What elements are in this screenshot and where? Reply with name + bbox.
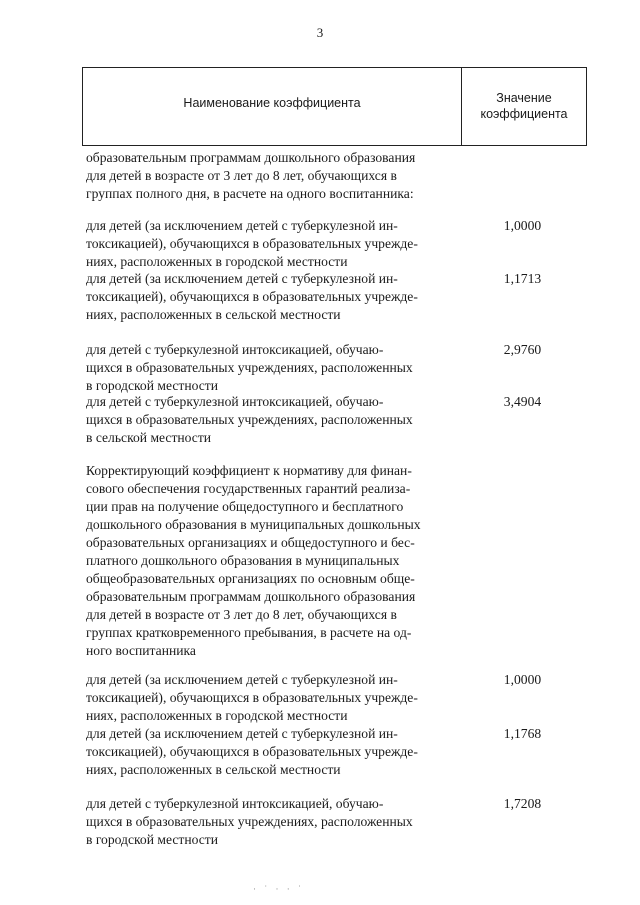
row-value-full-day-2: 1,1713 (503, 271, 542, 286)
row-text-full-day-1: для детей (за исключением детей с туберкулезной ин- токсикацией), обучающихся в образовательных учрежде- ниях, расположенных в городской местности (86, 218, 418, 269)
header-value-line-1: Значение (496, 91, 552, 105)
table-header (82, 67, 587, 146)
row-text-short-stay-2: для детей (за исключением детей с туберкулезной ин- токсикацией), обучающихся в образовательных учрежде- ниях, расположенных в сельской местности (86, 726, 418, 777)
row-value-full-day-4: 3,4904 (503, 394, 542, 409)
row-text-short-stay-1: для детей (за исключением детей с туберкулезной ин- токсикацией), обучающихся в образовательных учрежде- ниях, расположенных в городской местности (86, 672, 418, 723)
row-text-short-stay-3: для детей с туберкулезной интоксикацией, обучаю- щихся в образовательных учреждениях, расположенных в городской местности (86, 796, 413, 847)
page-number: 3 (316, 25, 324, 40)
row-text-full-day-4: для детей с туберкулезной интоксикацией, обучаю- щихся в образовательных учреждениях, расположенных в сельской местности (86, 394, 413, 445)
header-coefficient-value (462, 90, 586, 122)
row-value-full-day-3: 2,9760 (503, 342, 542, 357)
header-value-line-2: коэффициента (480, 107, 568, 121)
scan-artifact-marks: · ˙ · · ˙ (253, 884, 304, 894)
row-value-short-stay-1: 1,0000 (503, 672, 542, 687)
header-coefficient-name: Наименование коэффициента (183, 96, 361, 110)
correction-paragraph: Корректирующий коэффициент к нормативу для финан- сового обеспечения государственных гарантий реализа- ции прав на получение общедоступного и бесплатного дошкольного образования в муниципальных дошкольных образовательных организациях и общедоступного и бес- платного дошкольного образования в муниципальных общеобразовательных организациях по основным обще- образовательным программам дошкольного образования для детей в возрасте от 3 лет до 8 лет, обучающихся в группах кратковременного пребывания, в расчете на од- ного воспитанника (86, 463, 421, 658)
row-text-full-day-2: для детей (за исключением детей с туберкулезной ин- токсикацией), обучающихся в образовательных учрежде- ниях, расположенных в сельской местности (86, 271, 418, 322)
row-value-short-stay-3: 1,7208 (503, 796, 542, 811)
row-text-full-day-3: для детей с туберкулезной интоксикацией, обучаю- щихся в образовательных учреждениях, расположенных в городской местности (86, 342, 413, 393)
row-value-full-day-1: 1,0000 (503, 218, 542, 233)
row-value-short-stay-2: 1,1768 (503, 726, 542, 741)
intro-paragraph: образовательным программам дошкольного образования для детей в возрасте от 3 лет до 8 лет, обучающихся в группах полного дня, в расчете на одного воспитанника: (86, 150, 416, 201)
